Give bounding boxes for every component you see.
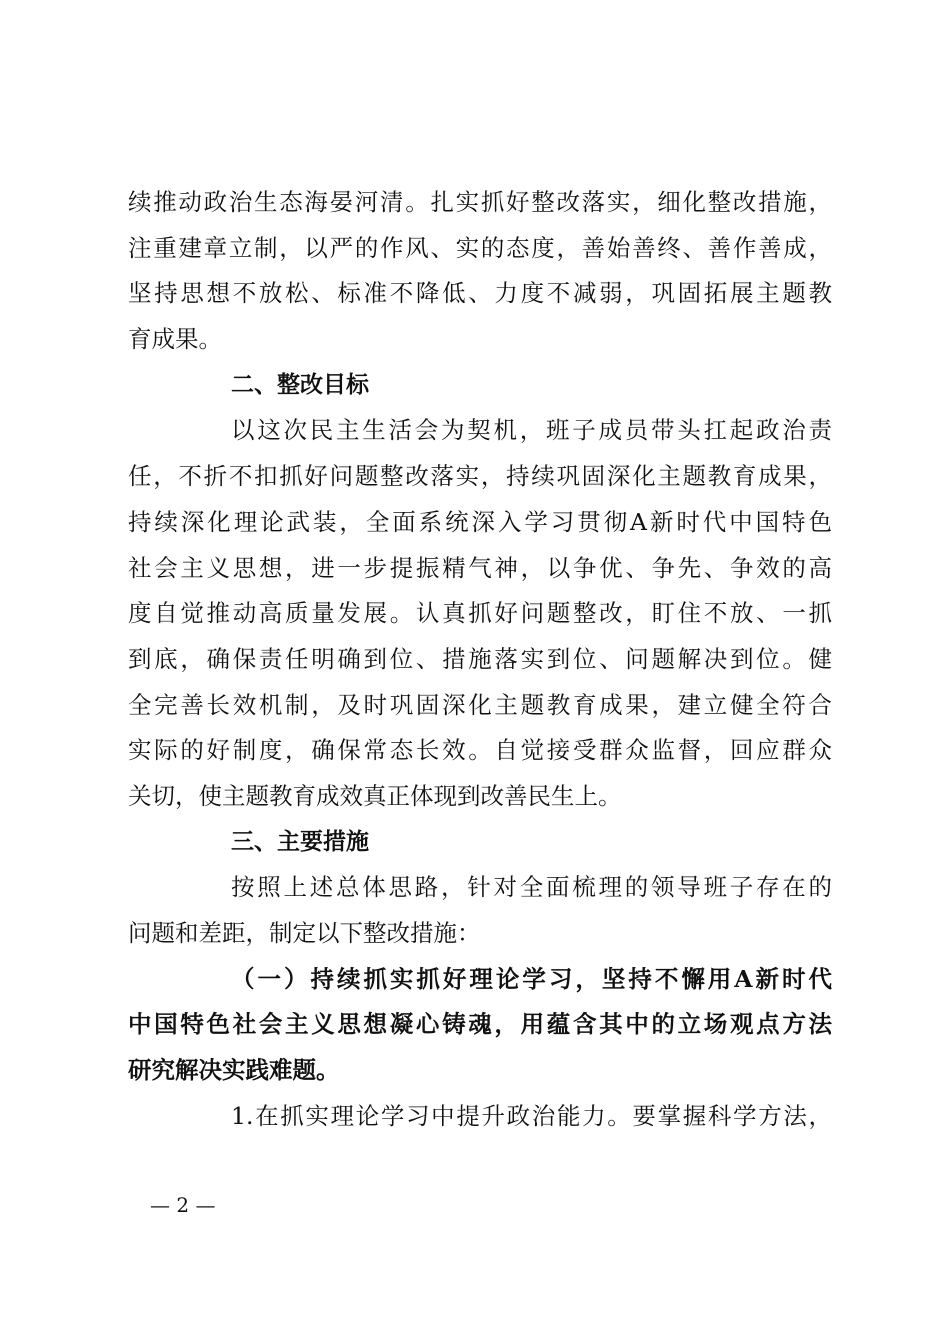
text-line: 全完善长效机制，及时巩固深化主题教育成果，建立健全符合 [128,690,832,719]
section-heading-goals: 二、整改目标 [231,371,369,398]
text-line: 社会主义思想，进一步提振精气神，以争优、争先、争效的高 [128,553,832,582]
page-number: — 2 — [150,1193,216,1217]
text-line: 坚持思想不放松、标准不降低、力度不减弱，巩固拓展主题教 [128,279,832,308]
text-line: 持续深化理论武装，全面系统深入学习贯彻A新时代中国特色 [128,507,832,536]
text-line: 续推动政治生态海晏河清。扎实抓好整改落实，细化整改措施， [128,188,832,216]
text-line: 关切，使主题教育成效真正体现到改善民生上。 [128,781,622,810]
document-body [128,180,832,1139]
text-line: 度自觉推动高质量发展。认真抓好问题整改，盯住不放、一抓 [128,599,832,628]
text-line: 到底，确保责任明确到位、措施落实到位、问题解决到位。健 [128,644,832,673]
text-line: 任，不折不扣抓好问题整改落实，持续巩固深化主题教育成果， [128,462,832,491]
subsection-heading-line: 研究解决实践难题。 [128,1056,340,1085]
paragraph-first-line: 以这次民主生活会为契机，班子成员带头扛起政治责 [231,416,832,445]
text-line: 问题和差距，制定以下整改措施： [128,919,481,947]
paragraph-first-line: 按照上述总体思路，针对全面梳理的领导班子存在的 [231,873,832,902]
subsection-heading-line: 中国特色社会主义思想凝心铸魂，用蕴含其中的立场观点方法 [128,1010,832,1039]
text-line: 实际的好制度，确保常态长效。自觉接受群众监督，回应群众 [128,736,832,765]
section-heading-measures: 三、主要措施 [231,828,369,855]
numbered-item-first-line: 1.在抓实理论学习中提升政治能力。要掌握科学方法， [231,1101,832,1130]
text-line: 育成果。 [128,325,222,354]
subsection-heading-first-line: （一）持续抓实抓好理论学习，坚持不懈用A新时代 [231,964,832,993]
text-line: 注重建章立制，以严的作风、实的态度，善始善终、善作善成， [128,233,832,262]
